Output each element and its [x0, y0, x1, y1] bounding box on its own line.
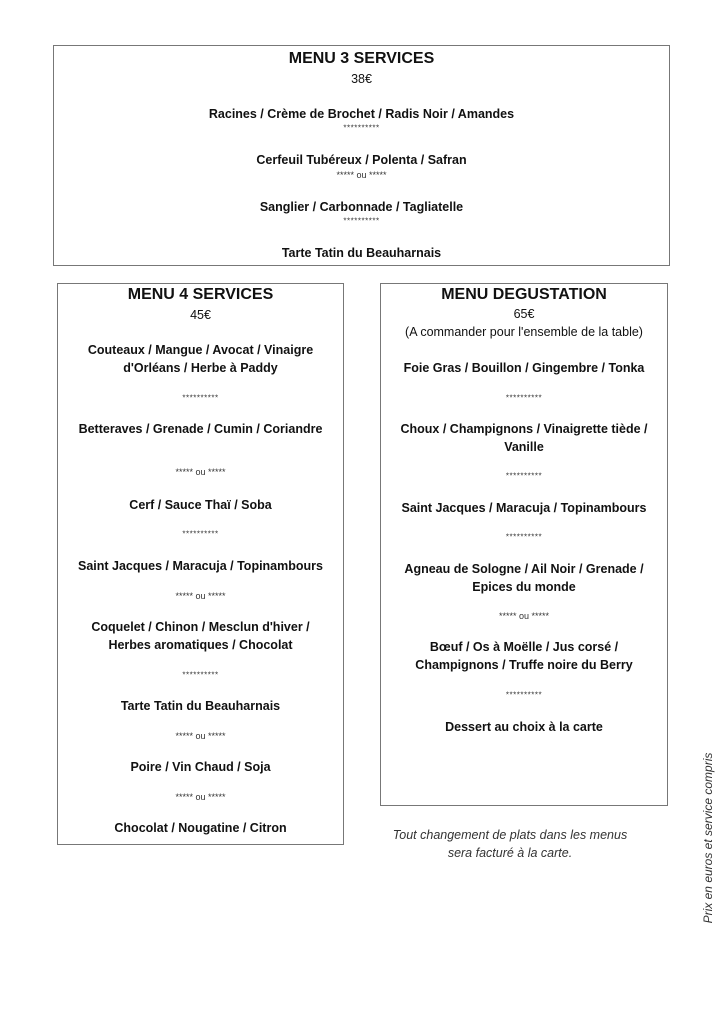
menu-price: 65€ — [513, 307, 535, 321]
menu-dish: Foie Gras / Bouillon / Gingembre / Tonka — [403, 361, 645, 375]
menu-dish: d'Orléans / Herbe à Paddy — [123, 361, 278, 375]
footer-line: Tout changement de plats dans les menus — [392, 828, 628, 842]
menu-3-services-box — [53, 45, 670, 266]
footer-line: sera facturé à la carte. — [447, 846, 573, 860]
menu-dish: Saint Jacques / Maracuja / Topinambours — [401, 501, 647, 515]
menu-title: MENU DEGUSTATION — [441, 286, 607, 303]
course-separator: ********** — [505, 690, 543, 700]
alternative-separator: ***** ou ***** — [175, 467, 226, 477]
course-separator: ********** — [182, 393, 219, 403]
course-separator: ********** — [505, 532, 543, 542]
course-separator: ********** — [343, 123, 380, 133]
menu-dish: Tarte Tatin du Beauharnais — [120, 699, 281, 713]
menu-dish: Epices du monde — [472, 580, 576, 594]
alternative-separator: ***** ou ***** — [175, 731, 226, 741]
menu-dish: Coquelet / Chinon / Mesclun d'hiver / — [91, 620, 310, 634]
menu-dish: Chocolat / Nougatine / Citron — [114, 821, 287, 835]
menu-dish: Cerf / Sauce Thaï / Soba — [129, 498, 272, 512]
menu-note: (A commander pour l'ensemble de la table) — [405, 325, 643, 339]
menu-degustation-box — [380, 283, 668, 806]
menu-dish: Tarte Tatin du Beauharnais — [281, 246, 442, 260]
menu-dish: Cerfeuil Tubéreux / Polenta / Safran — [256, 153, 467, 167]
price-info-note: Prix en euros et service compris — [701, 752, 715, 924]
alternative-separator: ***** ou ***** — [498, 611, 550, 621]
footer-note — [380, 826, 640, 862]
menu-dish: Herbes aromatiques / Chocolat — [108, 638, 293, 652]
menu-dish: Saint Jacques / Maracuja / Topinambours — [78, 559, 323, 573]
menu-price: 45€ — [190, 308, 211, 322]
menu-price: 38€ — [351, 72, 372, 86]
menu-dish: Bœuf / Os à Moëlle / Jus corsé / — [429, 640, 619, 654]
course-separator: ********** — [182, 529, 219, 539]
menu-dish: Agneau de Sologne / Ail Noir / Grenade / — [404, 562, 644, 576]
menu-dish: Poire / Vin Chaud / Soja — [130, 760, 271, 774]
alternative-separator: ***** ou ***** — [175, 792, 226, 802]
menu-dish: Vanille — [504, 440, 544, 454]
alternative-separator: ***** ou ***** — [336, 170, 387, 180]
course-separator: ********** — [505, 471, 543, 481]
menu-title: MENU 3 SERVICES — [288, 50, 435, 67]
menu-dish: Dessert au choix à la carte — [445, 720, 603, 734]
course-separator: ********** — [343, 216, 380, 226]
menu-dish: Racines / Crème de Brochet / Radis Noir / Amandes — [208, 107, 515, 121]
menu-dish: Betteraves / Grenade / Cumin / Coriandre — [78, 422, 323, 436]
menu-4-services-box — [57, 283, 344, 845]
menu-dish: Champignons / Truffe noire du Berry — [415, 658, 633, 672]
course-separator: ********** — [505, 393, 543, 403]
menu-dish: Choux / Champignons / Vinaigrette tiède / — [400, 422, 648, 436]
menu-dish: Sanglier / Carbonnade / Tagliatelle — [259, 200, 464, 214]
menu-dish: Couteaux / Mangue / Avocat / Vinaigre — [87, 343, 314, 357]
menu-title: MENU 4 SERVICES — [127, 286, 274, 303]
course-separator: ********** — [182, 670, 219, 680]
alternative-separator: ***** ou ***** — [175, 591, 226, 601]
